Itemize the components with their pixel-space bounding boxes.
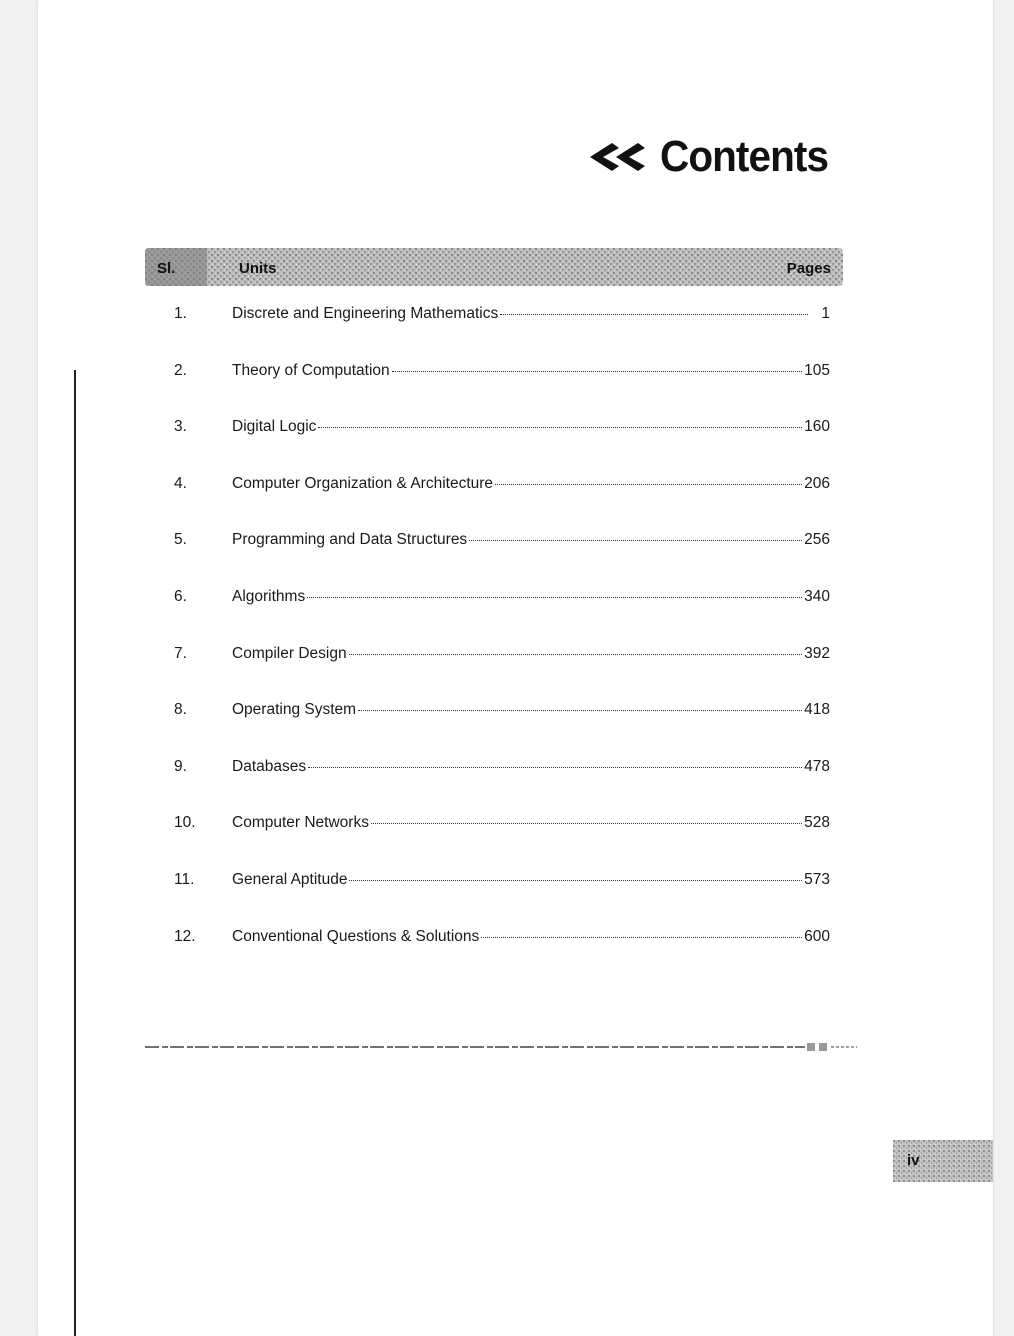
title-block [586, 132, 843, 182]
toc-list [168, 305, 830, 984]
toc-row [168, 588, 830, 645]
toc-page-number: 206 [804, 474, 830, 492]
toc-number: 5. [174, 531, 187, 549]
toc-number: 2. [174, 361, 187, 379]
header-sl-label: Sl. [157, 260, 176, 277]
toc-number: 10. [174, 814, 196, 832]
header-units-label: Units [239, 260, 277, 277]
toc-page-number: 528 [804, 814, 830, 832]
dot-leader [349, 654, 803, 655]
dot-leader [500, 314, 808, 315]
dot-leader [481, 937, 802, 938]
dot-leader [358, 710, 802, 711]
toc-title: Algorithms [232, 587, 306, 605]
toc-number: 11. [174, 870, 195, 888]
toc-title: Databases [232, 757, 307, 775]
table-header-bar [145, 248, 843, 286]
double-chevron-left-icon [586, 137, 650, 177]
toc-row [168, 418, 830, 475]
document-page [38, 0, 993, 1336]
toc-row [168, 701, 830, 758]
toc-row [168, 928, 830, 985]
toc-number: 8. [174, 701, 187, 719]
toc-row [168, 531, 830, 588]
page-number: iv [907, 1152, 920, 1169]
dot-leader [469, 540, 802, 541]
toc-row [168, 305, 830, 362]
toc-title: Theory of Computation [232, 361, 390, 379]
toc-row [168, 758, 830, 815]
toc-title: Computer Networks [232, 814, 369, 832]
header-pages-label: Pages [786, 260, 831, 277]
toc-title: Compiler Design [232, 644, 347, 662]
dot-leader [371, 823, 802, 824]
dot-leader [318, 427, 802, 428]
toc-page-number: 418 [804, 701, 830, 719]
toc-number: 4. [174, 474, 187, 492]
toc-title: General Aptitude [232, 870, 348, 888]
toc-number: 9. [174, 757, 187, 775]
toc-number: 6. [174, 587, 187, 605]
toc-page-number: 573 [804, 870, 830, 888]
toc-title: Programming and Data Structures [232, 531, 468, 549]
toc-row [168, 645, 830, 702]
toc-page-number: 160 [804, 418, 830, 436]
toc-title: Discrete and Engineering Mathematics [232, 305, 499, 322]
dot-leader [349, 880, 802, 881]
dot-leader [308, 767, 802, 768]
toc-page-number: 478 [804, 757, 830, 775]
page-title: Contents [660, 132, 829, 181]
toc-page-number: 256 [804, 531, 830, 549]
toc-number: 7. [174, 644, 187, 662]
toc-page-number: 392 [804, 644, 830, 662]
toc-title: Conventional Questions & Solutions [232, 927, 480, 945]
toc-title: Computer Organization & Architecture [232, 474, 494, 492]
dot-leader [307, 597, 802, 598]
dot-leader [495, 484, 802, 485]
toc-page-number: 600 [804, 927, 830, 945]
left-margin-rule [74, 370, 76, 1336]
toc-number: 12. [174, 927, 196, 945]
toc-row [168, 475, 830, 532]
bottom-dashed-rule [145, 1043, 857, 1051]
dot-leader [392, 371, 802, 372]
page-number-tab [893, 1140, 993, 1182]
toc-title: Operating System [232, 701, 357, 719]
toc-row [168, 362, 830, 419]
toc-page-number: 1 [821, 305, 830, 322]
toc-title: Digital Logic [232, 418, 317, 436]
toc-number: 1. [174, 305, 187, 322]
toc-page-number: 105 [804, 361, 830, 379]
toc-number: 3. [174, 418, 187, 436]
toc-page-number: 340 [804, 587, 830, 605]
toc-row [168, 871, 830, 928]
toc-row [168, 814, 830, 871]
